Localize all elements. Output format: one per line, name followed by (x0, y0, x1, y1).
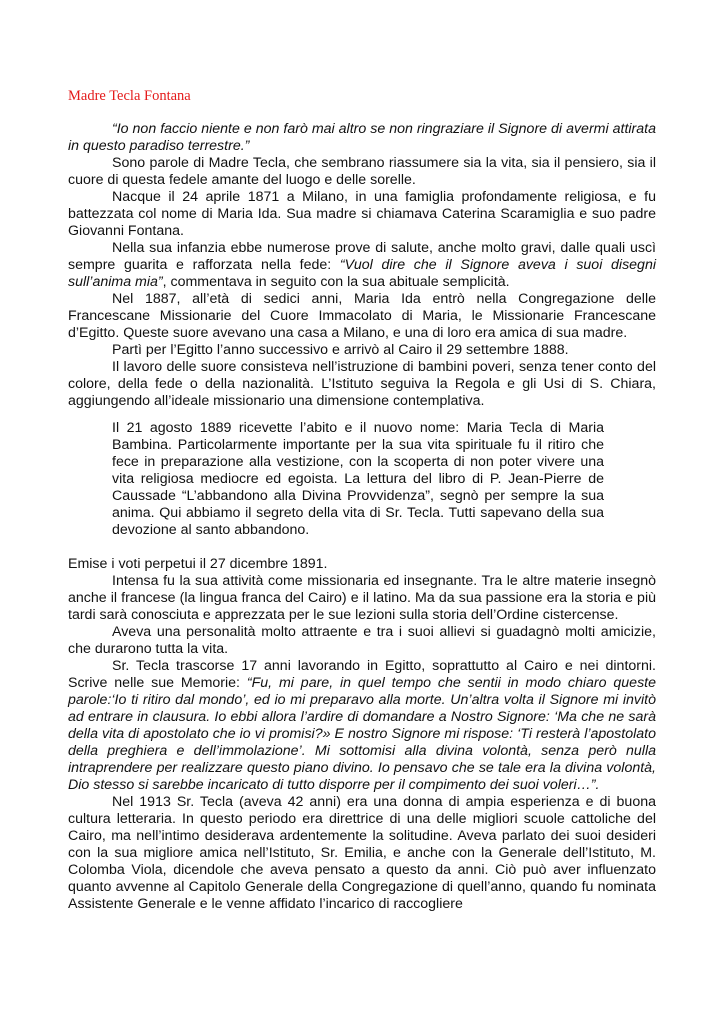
body-section-1 (68, 121, 656, 410)
paragraph: Partì per l’Egitto l’anno successivo e arrivò al Cairo il 29 settembre 1888. (112, 342, 569, 358)
body-section-2 (68, 556, 656, 913)
inline-quote: “Vuol dire che il Signore aveva i suoi disegni sull’anima mia” (68, 257, 656, 290)
paragraph: Aveva una personalità molto attraente e tra i suoi allievi si guadagnò molti amicizie, che durarono tutta la vita. (68, 624, 656, 657)
paragraph-text: , commentava in seguito con la sua abituale semplicità. (162, 274, 510, 290)
paragraph: Nacque il 24 aprile 1871 a Milano, in una famiglia profondamente religiosa, e fu battezzata col nome di Maria Ida. Sua madre si chiamava Caterina Scaramiglia e suo padre Giovanni Fontana. (68, 189, 656, 239)
paragraph: Emise i voti perpetui il 27 dicembre 1891. (68, 556, 328, 572)
paragraph-text: Sr. Tecla trascorse 17 anni lavorando in Egitto, soprattutto al Cairo e nei dintorni. Scrive nelle sue Memorie: (68, 658, 656, 691)
paragraph (68, 240, 656, 291)
indented-block (112, 420, 604, 539)
paragraph: Nel 1887, all’età di sedici anni, Maria Ida entrò nella Congregazione delle Francescane Missionarie del Cuore Immacolato di Maria, le Missionarie Francescane d’Egitto. Queste suore avevano una casa a Milano, e una di loro era amica di sua madre. (68, 291, 656, 341)
paragraph: Il lavoro delle suore consisteva nell’istruzione di bambini poveri, senza tener conto del colore, della fede o della nazionalità. L’Istituto seguiva la Regola e gli Usi di S. Chiara, aggiungendo all’ideale missionario una dimensione contemplativa. (68, 359, 656, 409)
memoir-quote: “Fu, mi pare, in quel tempo che sentii in modo chiaro queste parole:‘Io ti ritiro dal mondo’, ed io mi preparavo alla morte. Un’altra volta il Signore mi invitò ad entrare in clausura. Io ebbi allora l’ardire di domandare a Nostro Signore: ‘Ma che ne sarà della vita di apostolato che io vi promisi?» E nostro Signore mi rispose: ‘Ti resterà l’apostolato della preghiera e dell’immolazione’. Mi sottomisi alla divina volontà, senza però nulla intraprendere per realizzare questo piano divino. Io pensavo che se tale era la divina volontà, Dio stesso si sarebbe incaricato di tutto disporre per il compimento dei suoi voleri…”. (68, 675, 657, 793)
paragraph (68, 658, 656, 794)
paragraph-text: Nella sua infanzia ebbe numerose prove di salute, anche molto gravi, dalle quali uscì sempre guarita e rafforzata nella fede: (68, 240, 656, 273)
paragraph: Sono parole di Madre Tecla, che sembrano riassumere sia la vita, sia il pensiero, sia il cuore di questa fedele amante del luogo e delle sorelle. (68, 155, 656, 188)
paragraph: Nel 1913 Sr. Tecla (aveva 42 anni) era una donna di ampia esperienza e di buona cultura letteraria. In questo periodo era direttrice di una delle migliori scuole cattoliche del Cairo, ma nell’intimo desiderava ardentemente la solitudine. Aveva parlato dei suoi desideri con la sua migliore amica nell’Istituto, Sr. Emilia, e anche con la Generale dell’Istituto, M. Colomba Viola, dicendole che aveva pensato a questo da anni. Ciò può aver influenzato quanto avvenne al Capitolo Generale della Congregazione di quell’anno, quando fu nominata Assistente Generale e le venne affidato l’incarico di raccogliere (68, 794, 656, 912)
document-title: Madre Tecla Fontana (68, 88, 191, 104)
indented-paragraph: Il 21 agosto 1889 ricevette l’abito e il nuovo nome: Maria Tecla di Maria Bambina. Particolarmente importante per la sua vita spirituale fu il ritiro che fece in preparazione alla vestizione, con la scoperta di non poter vivere una vita religiosa mediocre ed egoista. La lettura del libro di P. Jean-Pierre de Caussade “L’abbandono alla Divina Provvidenza”, segnò per sempre la sua anima. Qui abbiamo il segreto della vita di Sr. Tecla. Tutti sapevano della sua devozione al santo abbandono. (112, 420, 604, 538)
paragraph: Intensa fu la sua attività come missionaria ed insegnante. Tra le altre materie insegnò anche il francese (la lingua franca del Cairo) e il latino. Ma da sua passione era la storia e più tardi sarà conosciuta e apprezzata per le sue lezioni sulla storia dell’Ordine cistercense. (68, 573, 656, 623)
opening-quote: “Io non faccio niente e non farò mai altro se non ringraziare il Signore di avermi attirata in questo paradiso terrestre.” (68, 121, 656, 154)
opening-quote-paragraph (68, 121, 656, 155)
